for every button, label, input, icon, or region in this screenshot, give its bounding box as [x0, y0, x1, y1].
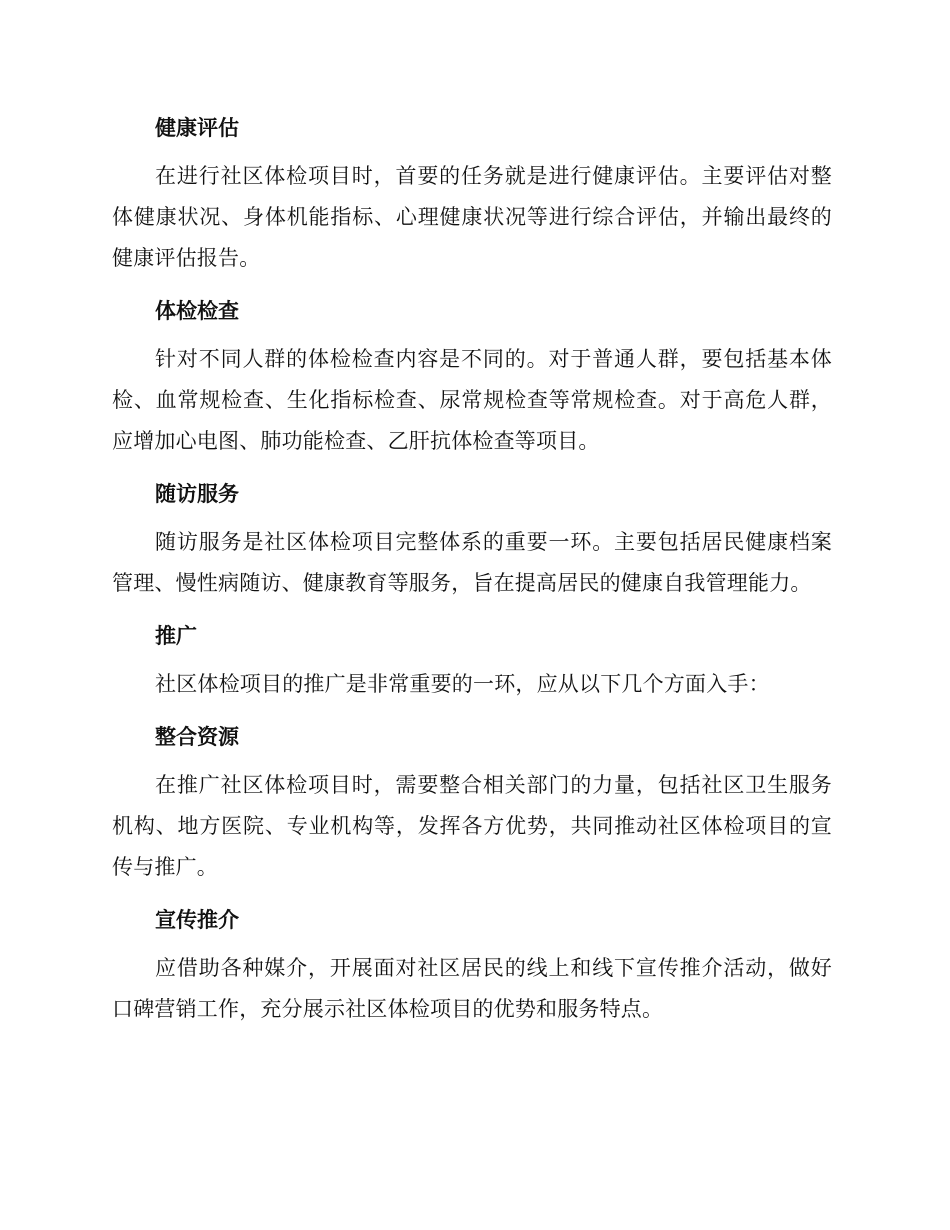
section-paragraph: 社区体检项目的推广是非常重要的一环，应从以下几个方面入手：	[155, 672, 770, 696]
section-paragraph: 应借助各种媒介，开展面对社区居民的线上和线下宣传推介活动，做好口碑营销工作，充分展示社区体检项目的优势和服务特点。	[112, 956, 832, 1021]
section-heading: 健康评估	[155, 116, 239, 140]
section-heading: 体检检查	[155, 299, 239, 323]
section-paragraph: 随访服务是社区体检项目完整体系的重要一环。主要包括居民健康档案管理、慢性病随访、健康教育等服务，旨在提高居民的健康自我管理能力。	[112, 530, 832, 595]
section-paragraph: 在进行社区体检项目时，首要的任务就是进行健康评估。主要评估对整体健康状况、身体机能指标、心理健康状况等进行综合评估，并输出最终的健康评估报告。	[112, 164, 832, 270]
document-body	[112, 108, 832, 1042]
section-heading: 宣传推介	[155, 908, 239, 932]
section-paragraph: 针对不同人群的体检检查内容是不同的。对于普通人群，要包括基本体检、血常规检查、生化指标检查、尿常规检查等常规检查。对于高危人群，应增加心电图、肺功能检查、乙肝抗体检查等项目。	[112, 347, 832, 453]
section-heading: 随访服务	[155, 482, 239, 506]
section-heading: 推广	[155, 624, 197, 648]
section-heading: 整合资源	[155, 725, 239, 749]
section-paragraph: 在推广社区体检项目时，需要整合相关部门的力量，包括社区卫生服务机构、地方医院、专业机构等，发挥各方优势，共同推动社区体检项目的宣传与推广。	[112, 773, 832, 879]
